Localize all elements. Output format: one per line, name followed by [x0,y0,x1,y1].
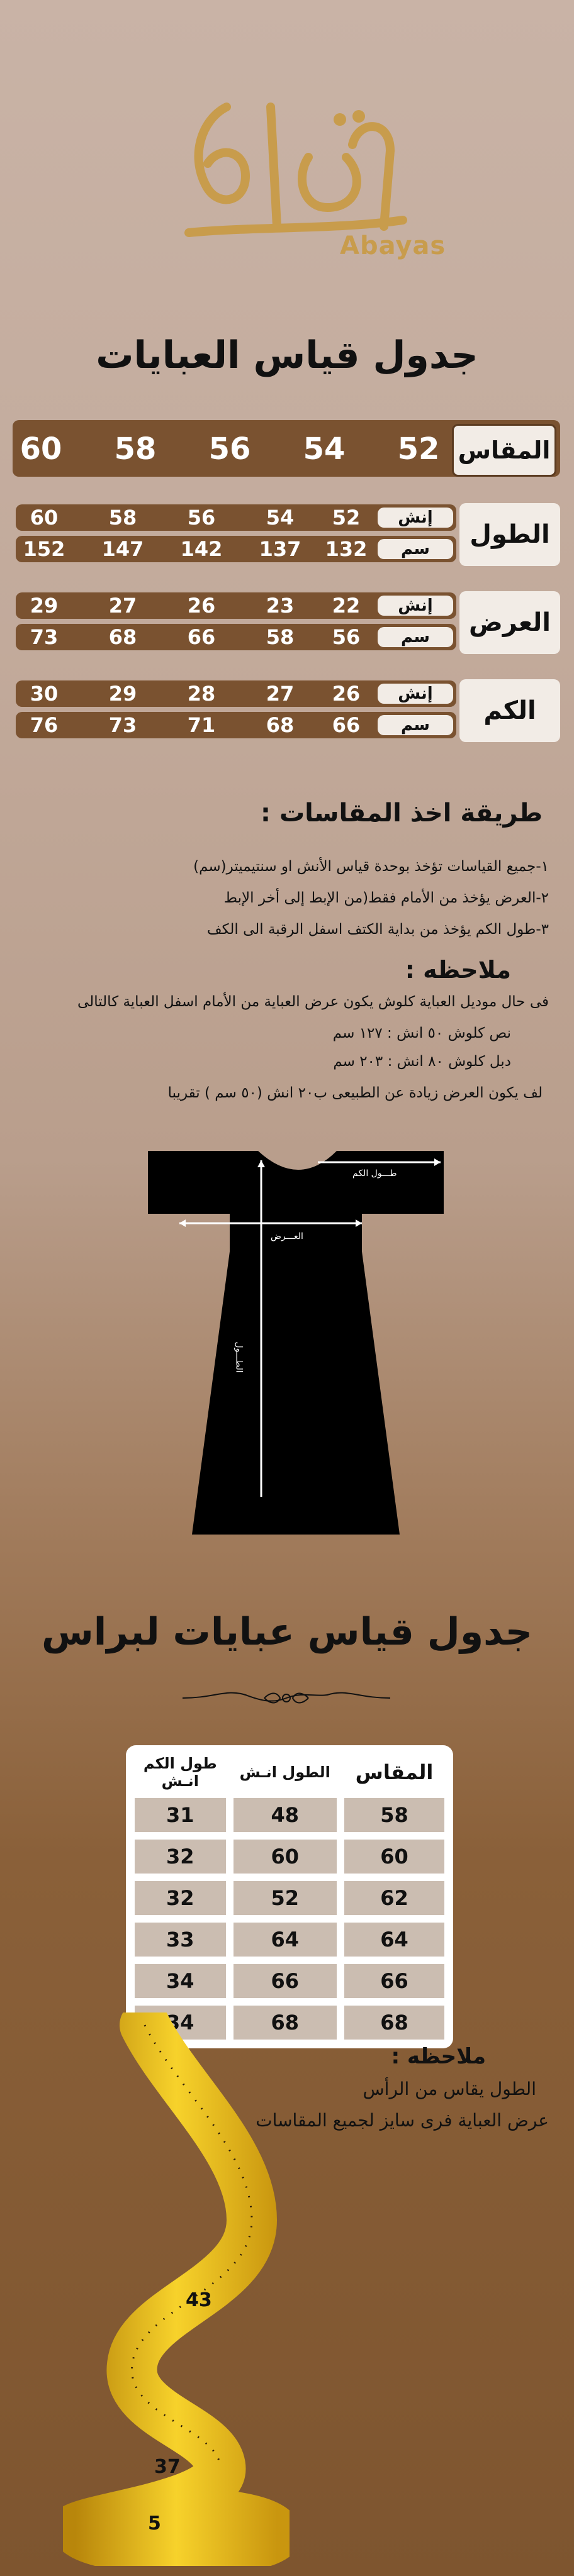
unit-label: سم [378,627,453,647]
cell: 66 [232,1963,338,1999]
header-sleeve: طول الكم انـش [133,1753,227,1792]
cell: 52 [332,506,361,530]
howto-title: طريقة اخذ المقاسات : [261,799,543,828]
width-label: العرض [459,591,560,654]
cell: 73 [30,625,59,649]
length-inch-row [16,504,456,531]
cell: 48 [232,1797,338,1833]
note-line: لف يكون العرض زيادة عن الطبيعى ب٢٠ انش (٥٠ سم ) تقريبا [167,1085,543,1101]
cell: 56 [332,625,361,649]
cell: 142 [180,537,223,561]
unit-label: إنش [378,596,453,616]
unit-label: إنش [378,684,453,704]
tape-number: 5 [148,2512,161,2534]
width-inch-row [16,592,456,619]
cell: 29 [30,594,59,618]
note-title: ملاحظه : [405,956,511,984]
howto-line: ٣-طول الكم يؤخذ من بداية الكتف اسفل الرقبة الى الكف [206,921,549,938]
table-row [133,1921,446,1958]
width-cm-row [16,624,456,650]
length-label: الطول [459,503,560,566]
size-value: 60 [20,431,62,467]
abaya-diagram [135,1145,456,1541]
tape-number: 43 [186,2289,212,2311]
cell: 34 [133,2004,227,2041]
table-header-row [133,1753,446,1792]
cell: 137 [259,537,301,561]
cell: 29 [108,682,137,706]
bras-size-table [126,1745,453,2048]
cell: 66 [343,1963,446,1999]
table-row [133,1797,446,1833]
cell: 68 [266,713,295,737]
cell: 60 [343,1838,446,1875]
length-diagram-label: الطـــول [234,1341,244,1373]
abaya-silhouette-icon [135,1145,456,1541]
cell: 147 [101,537,144,561]
unit-label: سم [378,715,453,735]
size-value: 56 [208,431,251,467]
cell: 22 [332,594,361,618]
cell: 32 [133,1880,227,1916]
size-value: 58 [114,431,157,467]
howto-line: ٢-العرض يؤخذ من الأمام فقط(من الإبط إلى أخر الإبط [223,890,549,906]
cell: 132 [325,537,368,561]
sleeve-label: الكم [459,679,560,742]
table-row [133,1838,446,1875]
tape-number: 37 [154,2456,181,2478]
table-row [133,1880,446,1916]
note2-line: عرض العباية فرى سايز لجميع المقاسات [256,2110,549,2131]
cell: 58 [343,1797,446,1833]
cell: 56 [187,506,216,530]
header-length: الطول انـش [232,1753,338,1792]
logo-text: Abayas [340,231,446,260]
ornament-divider [176,1685,397,1711]
cell: 60 [30,506,59,530]
note-line: نص كلوش ٥٠ انش : ١٢٧ سم [332,1025,511,1041]
size-chart-title: جدول قياس العبايات [96,333,478,377]
note-line: فى حال موديل العباية كلوش يكون عرض العباية من الأمام اسفل العباية كالتالى [77,994,549,1010]
cell: 58 [108,506,137,530]
sleeve-cm-row [16,712,456,738]
cell: 73 [108,713,137,737]
cell: 30 [30,682,59,706]
width-diagram-label: العـــرض [271,1231,303,1241]
length-cm-row [16,536,456,562]
cell: 52 [232,1880,338,1916]
cell: 54 [266,506,295,530]
cell: 27 [108,594,137,618]
cell: 68 [232,2004,338,2041]
ornament-icon [176,1685,397,1711]
cell: 28 [187,682,216,706]
size-header-row [13,420,560,477]
unit-label: سم [378,539,453,559]
measuring-tape-icon [63,2012,290,2566]
cell: 64 [232,1921,338,1958]
bras-size-chart-title: جدول قياس عبايات لبراس [41,1610,533,1654]
cell: 68 [108,625,137,649]
note2-title: ملاحظه : [391,2044,486,2069]
sleeve-diagram-label: طـــول الكم [352,1169,397,1179]
brand-logo [151,82,446,277]
cell: 27 [266,682,295,706]
note2-line: الطول يقاس من الرأس [363,2079,536,2099]
howto-line: ١-جميع القياسات تؤخذ بوحدة قياس الأنش او سنتيميتر(سم) [193,858,549,875]
cell: 58 [266,625,295,649]
cell: 33 [133,1921,227,1958]
cell: 66 [187,625,216,649]
cell: 68 [343,2004,446,2041]
size-header-label: المقاس [452,424,556,477]
sleeve-inch-row [16,680,456,707]
cell: 71 [187,713,216,737]
cell: 34 [133,1963,227,1999]
cell: 152 [23,537,65,561]
unit-label: إنش [378,508,453,528]
measuring-tape-image [63,2012,290,2566]
cell: 60 [232,1838,338,1875]
cell: 31 [133,1797,227,1833]
size-value: 54 [303,431,346,467]
cell: 26 [332,682,361,706]
cell: 26 [187,594,216,618]
cell: 76 [30,713,59,737]
size-value: 52 [397,431,440,467]
table-row [133,1963,446,1999]
cell: 23 [266,594,295,618]
cell: 64 [343,1921,446,1958]
cell: 66 [332,713,361,737]
cell: 62 [343,1880,446,1916]
cell: 32 [133,1838,227,1875]
note-line: دبل كلوش ٨٠ انش : ٢٠٣ سم [333,1053,511,1070]
header-size: المقاس [343,1753,446,1792]
